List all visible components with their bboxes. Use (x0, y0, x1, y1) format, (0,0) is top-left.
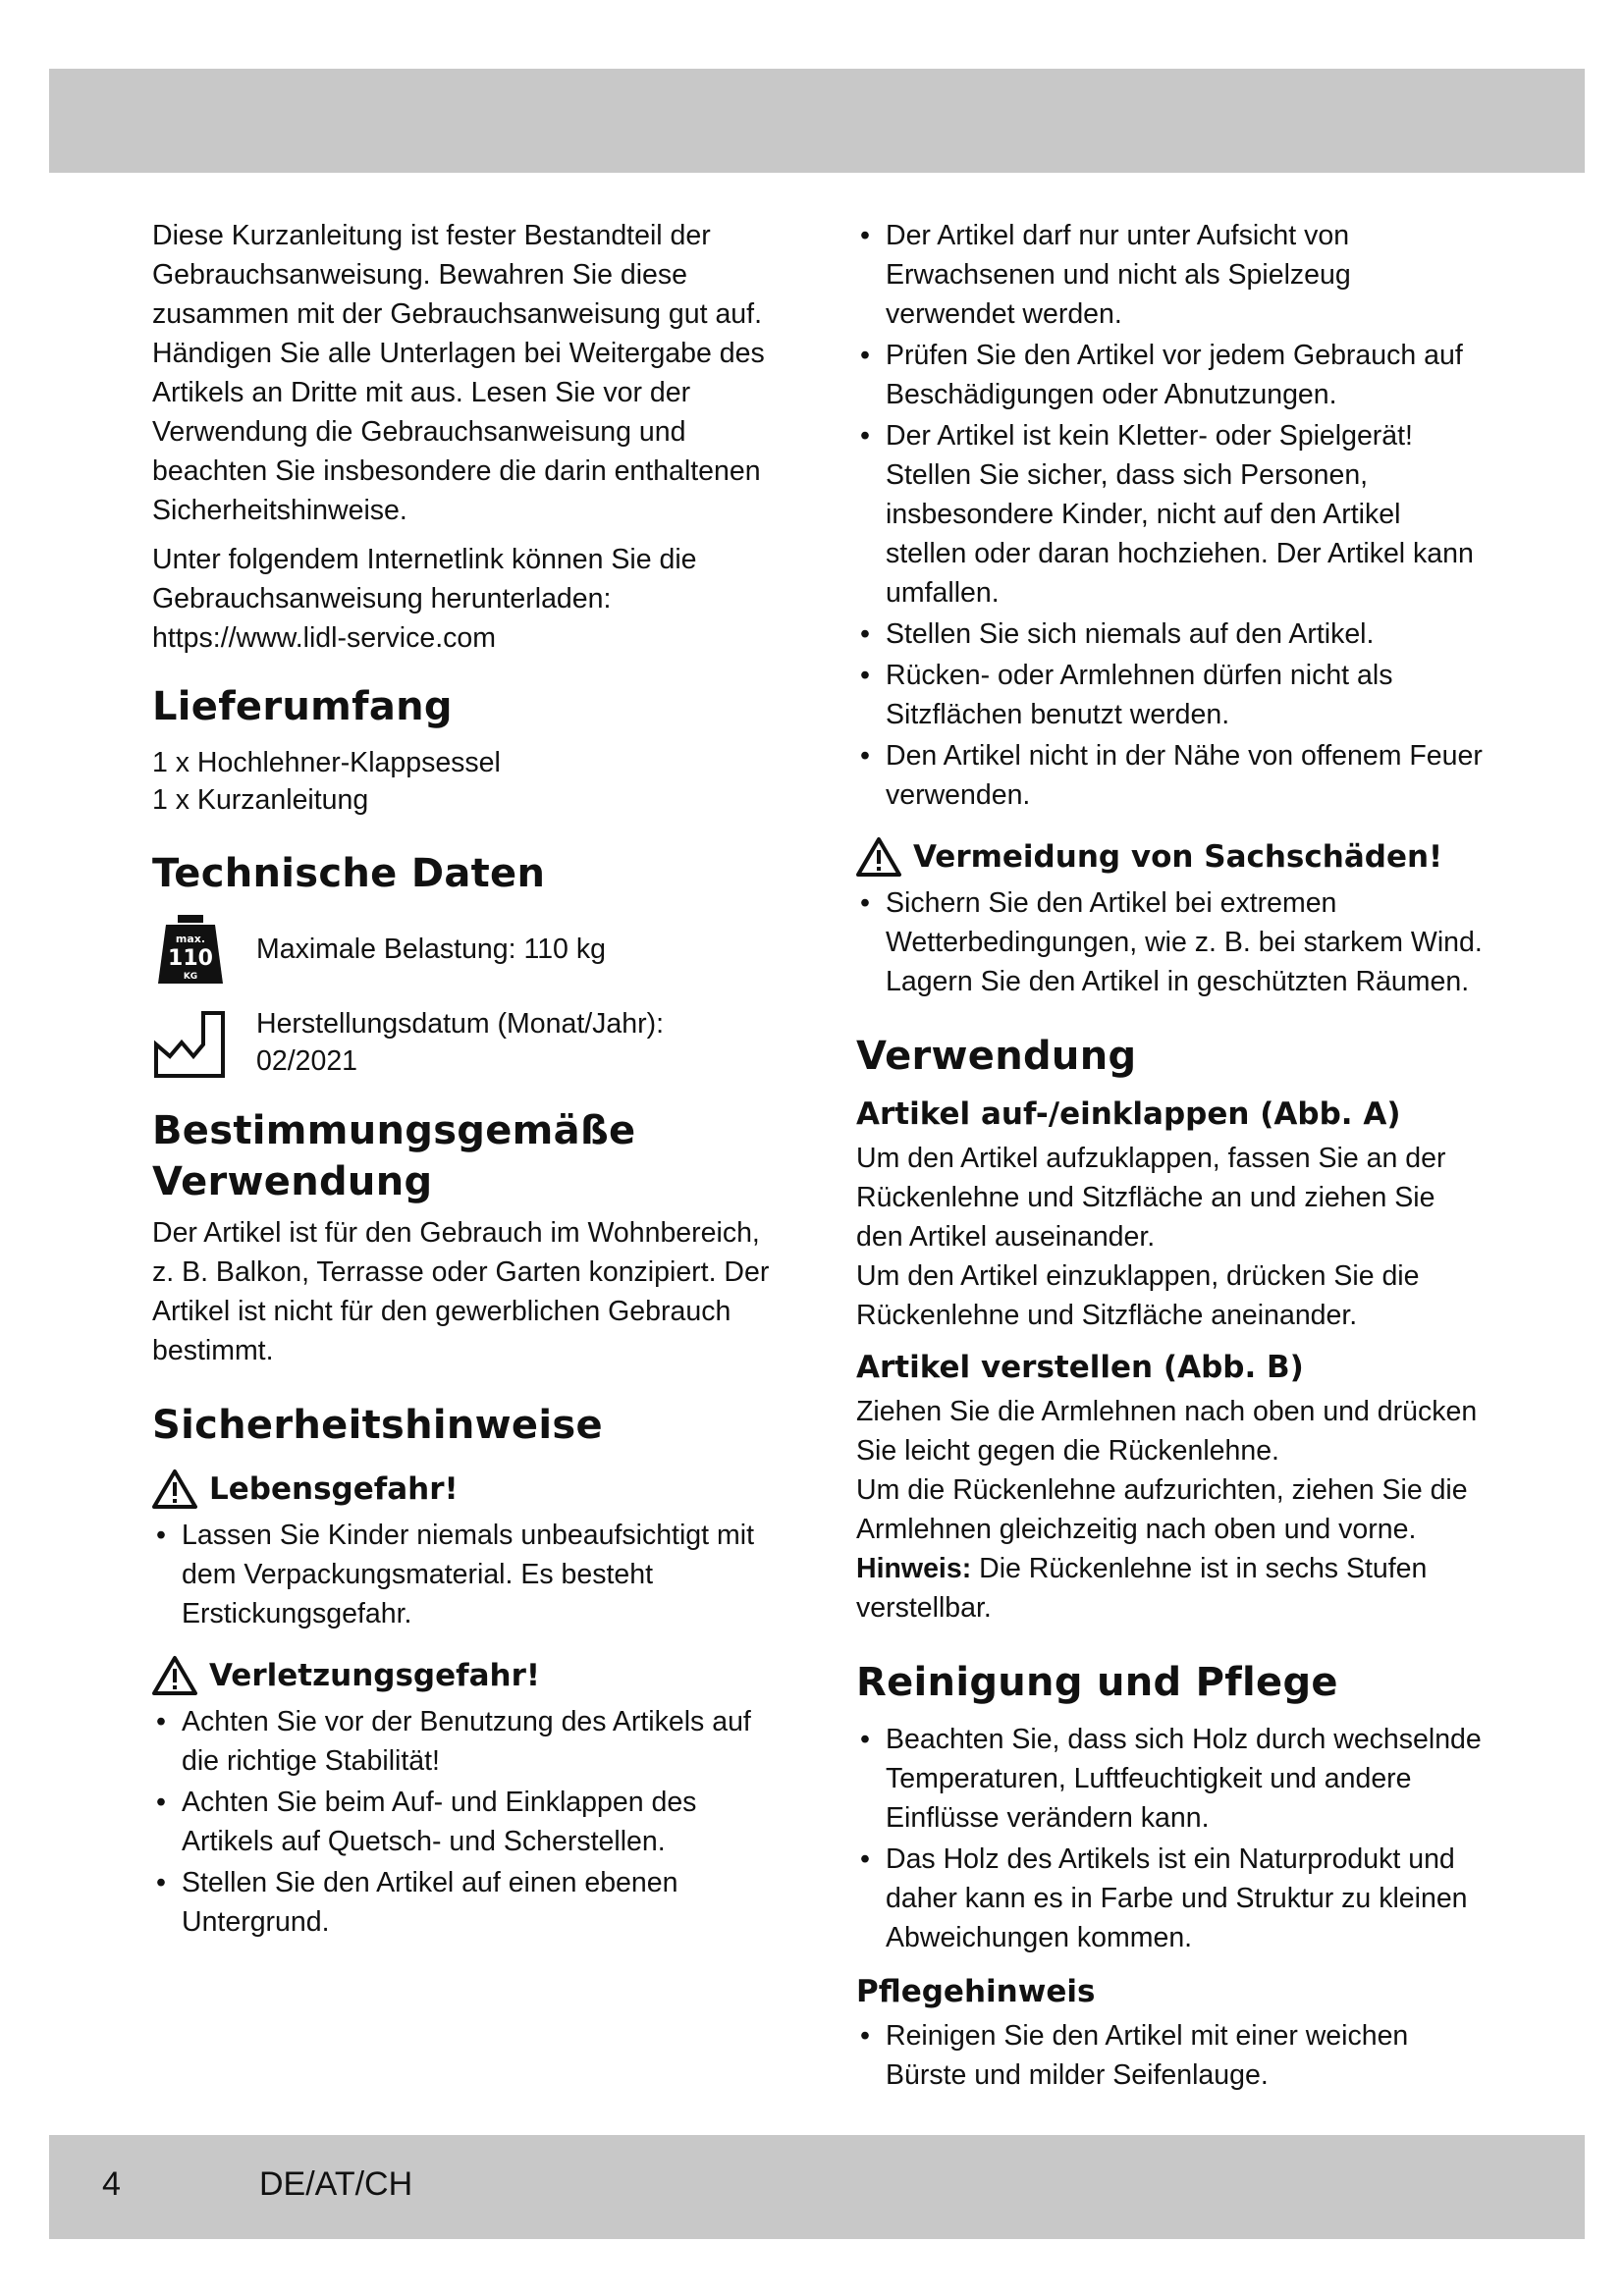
sachschaeden-heading-row (856, 836, 1485, 878)
bullet-icon: • (860, 2020, 870, 2052)
lieferumfang-item: 1 x Kurzanleitung (152, 784, 369, 816)
list-item: • Stellen Sie den Artikel auf einen ebenen Untergrund. (152, 1863, 781, 1942)
lieferumfang-item: 1 x Hochlehner-Klappsessel (152, 747, 501, 778)
reinigung-heading: Reinigung und Pflege (856, 1660, 1338, 1705)
download-paragraph: Unter folgendem Internetlink können Sie die Gebrauchsanweisung herunterladen: (152, 544, 697, 614)
list-item: • Der Artikel ist kein Kletter- oder Spielgerät! Stellen Sie sicher, dass sich Personen, insbesondere Kinder, nicht auf den Artikel stellen oder daran hochziehen. Der Artikel kann umfallen. (856, 416, 1485, 613)
weight-icon (152, 911, 229, 988)
klappen-paragraph-1: Um den Artikel aufzuklappen, fassen Sie an der Rückenlehne und Sitzfläche an und ziehen Sie den Artikel auseinander. (856, 1143, 1446, 1253)
list-item: • Achten Sie beim Auf- und Einklappen des Artikels auf Quetsch- und Scherstellen. (152, 1783, 781, 1861)
weight-icon-top: max. (175, 933, 206, 945)
sicherheitshinweise-heading: Sicherheitshinweise (152, 1403, 603, 1448)
warning-triangle-icon (152, 1468, 197, 1510)
bestimmung-heading-line2: Verwendung (152, 1159, 433, 1204)
verletzungsgefahr-heading-row (152, 1655, 781, 1696)
language-codes: DE/AT/CH (259, 2165, 413, 2203)
production-date-label: Herstellungsdatum (Monat/Jahr): (256, 1008, 665, 1040)
max-load-row (152, 911, 781, 988)
reinigung-list (856, 1720, 1485, 1957)
hinweis-text: Die Rückenlehne ist in sechs Stufen verstellbar. (856, 1553, 1428, 1624)
production-date-row (152, 1005, 781, 1082)
bullet-icon: • (156, 1520, 166, 1551)
bullet-icon: • (156, 1787, 166, 1818)
max-load-text: Maximale Belastung: 110 kg (256, 934, 606, 965)
technische-daten-heading: Technische Daten (152, 851, 546, 896)
right-column (856, 216, 1485, 2097)
bullet-icon: • (860, 220, 870, 251)
production-date-block (256, 1005, 664, 1080)
verstellen-paragraph-2: Um die Rückenlehne aufzurichten, ziehen Sie die Armlehnen gleichzeitig nach oben und vorne. (856, 1474, 1468, 1545)
list-item: • Stellen Sie sich niemals auf den Artikel. (856, 614, 1485, 654)
bullet-icon: • (860, 420, 870, 452)
list-item: • Rücken- oder Armlehnen dürfen nicht als Sitzflächen benutzt werden. (856, 656, 1485, 734)
bestimmung-heading-line1: Bestimmungsgemäße (152, 1108, 636, 1153)
bullet-icon: • (860, 1843, 870, 1875)
verstellen-subheading: Artikel verstellen (Abb. B) (856, 1350, 1304, 1385)
bullet-icon: • (860, 1724, 870, 1755)
list-item: • Reinigen Sie den Artikel mit einer weichen Bürste und milder Seifenlauge. (856, 2016, 1485, 2095)
list-item: • Achten Sie vor der Benutzung des Artikels auf die richtige Stabilität! (152, 1702, 781, 1781)
warning-triangle-icon (856, 836, 901, 878)
klappen-paragraph-2: Um den Artikel einzuklappen, drücken Sie die Rückenlehne und Sitzfläche aneinander. (856, 1260, 1420, 1331)
bullet-icon: • (860, 887, 870, 919)
bullet-icon: • (156, 1706, 166, 1737)
hinweis-paragraph (856, 1549, 1485, 1628)
verwendung-heading: Verwendung (856, 1034, 1137, 1079)
pflegehinweis-list (856, 2016, 1485, 2095)
bestimmung-paragraph: Der Artikel ist für den Gebrauch im Wohnbereich, z. B. Balkon, Terrasse oder Garten konzipiert. Der Artikel ist nicht für den gewerblichen Gebrauch bestimmt. (152, 1217, 770, 1366)
bullet-icon: • (860, 660, 870, 691)
service-link[interactable]: https://www.lidl-service.com (152, 622, 497, 654)
warning-triangle-icon (152, 1655, 197, 1696)
lieferumfang-heading: Lieferumfang (152, 684, 453, 729)
list-item: • Lassen Sie Kinder niemals unbeaufsichtigt mit dem Verpackungsmaterial. Es besteht Erstickungsgefahr. (152, 1516, 781, 1633)
production-date-value: 02/2021 (256, 1045, 358, 1077)
verletzungsgefahr-heading: Verletzungsgefahr! (209, 1658, 541, 1693)
list-item: • Beachten Sie, dass sich Holz durch wechselnde Temperaturen, Luftfeuchtigkeit und andere Einflüsse verändern kann. (856, 1720, 1485, 1838)
list-item: • Sichern Sie den Artikel bei extremen Wetterbedingungen, wie z. B. bei starkem Wind. Lagern Sie den Artikel in geschützten Räumen. (856, 883, 1485, 1001)
sachschaeden-heading: Vermeidung von Sachschäden! (913, 839, 1443, 875)
verletzungsgefahr-list (152, 1702, 781, 1942)
bullet-icon: • (860, 618, 870, 650)
intro-paragraph: Diese Kurzanleitung ist fester Bestandteil der Gebrauchsanweisung. Bewahren Sie diese zusammen mit der Gebrauchsanweisung gut auf. Händigen Sie alle Unterlagen bei Weitergabe des Artikels an Dritte mit aus. Lesen Sie vor der Verwendung die Gebrauchsanweisung und beachten Sie insbesondere die darin enthaltenen Sicherheitshinweise. (152, 220, 765, 526)
lieferumfang-list (152, 744, 781, 819)
safety-list-continued (856, 216, 1485, 815)
lebensgefahr-heading-row (152, 1468, 781, 1510)
page-number: 4 (102, 2165, 121, 2203)
list-item: • Der Artikel darf nur unter Aufsicht von Erwachsenen und nicht als Spielzeug verwendet werden. (856, 216, 1485, 334)
hinweis-label: Hinweis: (856, 1553, 972, 1584)
lebensgefahr-heading: Lebensgefahr! (209, 1471, 459, 1507)
klappen-subheading: Artikel auf-/einklappen (Abb. A) (856, 1096, 1401, 1132)
list-item: • Prüfen Sie den Artikel vor jedem Gebrauch auf Beschädigungen oder Abnutzungen. (856, 336, 1485, 414)
factory-date-icon (152, 1005, 229, 1082)
pflegehinweis-subheading: Pflegehinweis (856, 1974, 1096, 2009)
left-column (152, 216, 781, 1944)
header-band (49, 69, 1585, 173)
bullet-icon: • (860, 340, 870, 371)
list-item: • Den Artikel nicht in der Nähe von offenem Feuer verwenden. (856, 736, 1485, 815)
lebensgefahr-list (152, 1516, 781, 1633)
sachschaeden-list (856, 883, 1485, 1001)
verstellen-paragraph-1: Ziehen Sie die Armlehnen nach oben und drücken Sie leicht gegen die Rückenlehne. (856, 1396, 1478, 1467)
list-item: • Das Holz des Artikels ist ein Naturprodukt und daher kann es in Farbe und Struktur zu kleinen Abweichungen kommen. (856, 1840, 1485, 1957)
weight-icon-unit: KG (183, 972, 198, 982)
bullet-icon: • (860, 740, 870, 772)
bullet-icon: • (156, 1867, 166, 1898)
weight-icon-value: 110 (168, 946, 213, 971)
